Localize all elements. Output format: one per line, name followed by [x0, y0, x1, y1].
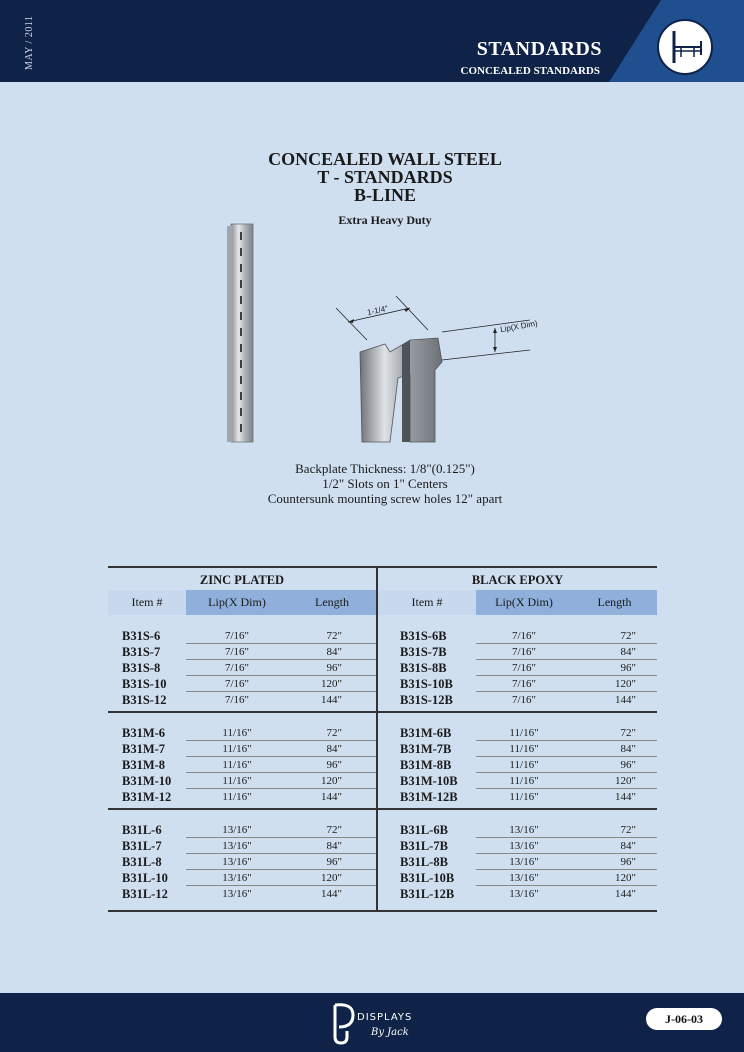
- table-cell-length: 144": [615, 888, 636, 900]
- standard-product-image: [225, 222, 255, 444]
- table-cell-lip: 13/16": [222, 856, 252, 868]
- table-cell-item: B31S-12B: [400, 693, 453, 707]
- table-cell-lip: 11/16": [509, 791, 539, 803]
- column-header-length: Length: [572, 590, 657, 615]
- group-header-zinc: ZINC PLATED: [108, 566, 376, 590]
- table-cell-length: 120": [321, 872, 342, 884]
- table-cell-length: 120": [615, 872, 636, 884]
- table-cell-lip: 7/16": [511, 678, 537, 690]
- table-row: [108, 741, 657, 757]
- table-cell-item: B31S-8: [122, 661, 161, 675]
- width-dimension-label: 1-1/4": [366, 303, 389, 318]
- table-cell-lip: 13/16": [509, 888, 539, 900]
- table-cell-item: B31S-12: [122, 693, 167, 707]
- table-row: [108, 725, 657, 741]
- table-cell-length: 144": [615, 694, 636, 706]
- spec-line: 1/2" Slots on 1" Centers: [322, 476, 448, 491]
- table-cell-length: 84": [326, 840, 342, 852]
- table-cell-lip: 11/16": [222, 775, 252, 787]
- table-cell-item: B31S-7: [122, 645, 161, 659]
- product-title: [0, 150, 744, 204]
- table-row: [108, 660, 657, 676]
- table-cell-length: 72": [620, 727, 636, 739]
- table-row: [108, 838, 657, 854]
- table-cell-length: 144": [321, 791, 342, 803]
- table-cell-length: 96": [326, 856, 342, 868]
- table-row: [108, 676, 657, 692]
- table-cell-lip: 7/16": [511, 694, 537, 706]
- table-cell-lip: 7/16": [224, 678, 250, 690]
- table-cell-lip: 7/16": [511, 662, 537, 674]
- table-cell-lip: 13/16": [222, 840, 252, 852]
- table-cell-item: B31L-6B: [400, 823, 448, 837]
- table-cell-item: B31L-7: [122, 839, 162, 853]
- product-title-line: CONCEALED WALL STEEL: [268, 149, 502, 169]
- table-cell-lip: 13/16": [509, 824, 539, 836]
- table-cell-lip: 13/16": [222, 824, 252, 836]
- table-cell-item: B31M-8B: [400, 758, 452, 772]
- table-cell-length: 84": [326, 743, 342, 755]
- table-cell-item: B31M-6: [122, 726, 166, 740]
- table-cell-item: B31M-6B: [400, 726, 452, 740]
- table-cell-item: B31L-8B: [400, 855, 448, 869]
- table-cell-item: B31L-7B: [400, 839, 448, 853]
- spec-list: [0, 461, 744, 506]
- top-banner: [0, 0, 744, 82]
- table-cell-item: B31L-10: [122, 871, 168, 885]
- table-cell-item: B31L-12B: [400, 887, 455, 901]
- table-cell-lip: 7/16": [511, 646, 537, 658]
- table-cell-item: B31S-7B: [400, 645, 447, 659]
- table-cell-item: B31M-12: [122, 790, 172, 804]
- column-header-item: Item #: [108, 590, 186, 615]
- bracket-standard-icon: [657, 19, 713, 75]
- duty-rating: Extra Heavy Duty: [338, 213, 432, 227]
- table-cell-length: 120": [615, 678, 636, 690]
- table-cell-item: B31S-8B: [400, 661, 447, 675]
- table-cell-length: 96": [620, 759, 636, 771]
- table-cell-item: B31M-12B: [400, 790, 458, 804]
- table-cell-length: 72": [326, 824, 342, 836]
- table-row: [108, 854, 657, 870]
- table-cell-item: B31S-6: [122, 629, 161, 643]
- table-row: [108, 789, 657, 805]
- table-row: [108, 886, 657, 902]
- product-title-line: B-LINE: [353, 185, 416, 205]
- table-cell-lip: 13/16": [509, 856, 539, 868]
- table-cell-item: B31S-6B: [400, 629, 447, 643]
- table-cell-lip: 13/16": [509, 872, 539, 884]
- table-cell-lip: 11/16": [509, 727, 539, 739]
- table-cell-lip: 11/16": [222, 743, 252, 755]
- table-cell-item: B31S-10B: [400, 677, 453, 691]
- standard-profile-diagram: [330, 290, 560, 450]
- table-cell-item: B31S-10: [122, 677, 167, 691]
- table-cell-item: B31M-7B: [400, 742, 452, 756]
- table-cell-lip: 11/16": [222, 759, 252, 771]
- table-cell-length: 96": [326, 759, 342, 771]
- table-bottom-rule: [108, 910, 657, 912]
- table-cell-lip: 7/16": [224, 694, 250, 706]
- table-cell-length: 96": [620, 856, 636, 868]
- table-row: [108, 822, 657, 838]
- table-cell-lip: 11/16": [509, 775, 539, 787]
- table-cell-item: B31L-8: [122, 855, 162, 869]
- spec-line: Countersunk mounting screw holes 12" apart: [267, 491, 503, 506]
- section-subtitle: CONCEALED STANDARDS: [460, 65, 600, 77]
- page-number: J-06-03: [646, 1008, 722, 1030]
- product-title-line: T - STANDARDS: [317, 167, 453, 187]
- table-cell-lip: 13/16": [222, 888, 252, 900]
- table-row: [108, 773, 657, 789]
- table-cell-lip: 7/16": [224, 646, 250, 658]
- block-separator: [108, 711, 657, 713]
- table-cell-lip: 11/16": [509, 759, 539, 771]
- table-cell-length: 96": [620, 662, 636, 674]
- table-cell-item: B31M-10B: [400, 774, 458, 788]
- block-separator: [108, 808, 657, 810]
- table-row: [108, 870, 657, 886]
- table-cell-item: B31M-8: [122, 758, 166, 772]
- brand-tagline: By Jack: [371, 1027, 409, 1038]
- table-cell-item: B31L-6: [122, 823, 162, 837]
- column-header-length: Length: [288, 590, 376, 615]
- table-cell-lip: 7/16": [224, 630, 250, 642]
- table-cell-lip: 7/16": [224, 662, 250, 674]
- table-row: [108, 692, 657, 708]
- column-header-lip: Lip(X Dim): [476, 590, 572, 615]
- table-cell-lip: 13/16": [509, 840, 539, 852]
- table-cell-item: B31L-10B: [400, 871, 455, 885]
- column-header-lip: Lip(X Dim): [186, 590, 288, 615]
- table-cell-length: 144": [321, 694, 342, 706]
- table-row: [108, 757, 657, 773]
- table-cell-lip: 11/16": [222, 791, 252, 803]
- table-cell-length: 144": [615, 791, 636, 803]
- spec-line: Backplate Thickness: 1/8"(0.125"): [295, 461, 475, 476]
- table-cell-item: B31M-7: [122, 742, 166, 756]
- table-cell-length: 84": [620, 646, 636, 658]
- table-cell-lip: 13/16": [222, 872, 252, 884]
- column-header-item: Item #: [378, 590, 476, 615]
- table-cell-length: 84": [620, 743, 636, 755]
- table-cell-item: B31M-10: [122, 774, 172, 788]
- table-cell-length: 84": [620, 840, 636, 852]
- table-cell-length: 120": [321, 678, 342, 690]
- table-cell-lip: 7/16": [511, 630, 537, 642]
- table-cell-length: 96": [326, 662, 342, 674]
- section-title: STANDARDS: [476, 38, 602, 60]
- table-cell-length: 144": [321, 888, 342, 900]
- table-cell-lip: 11/16": [509, 743, 539, 755]
- lip-dimension-label: Lip(X Dim): [499, 318, 539, 335]
- table-cell-length: 72": [620, 824, 636, 836]
- issue-date: MAY / 2011: [24, 15, 35, 70]
- brand-name: DISPLAYS: [357, 1012, 413, 1023]
- table-cell-item: B31L-12: [122, 887, 168, 901]
- table-cell-lip: 11/16": [222, 727, 252, 739]
- table-row: [108, 644, 657, 660]
- table-cell-length: 72": [326, 630, 342, 642]
- table-cell-length: 72": [620, 630, 636, 642]
- table-cell-length: 120": [321, 775, 342, 787]
- group-header-epoxy: BLACK EPOXY: [378, 566, 657, 590]
- table-cell-length: 120": [615, 775, 636, 787]
- table-cell-length: 72": [326, 727, 342, 739]
- table-cell-length: 84": [326, 646, 342, 658]
- table-row: [108, 628, 657, 644]
